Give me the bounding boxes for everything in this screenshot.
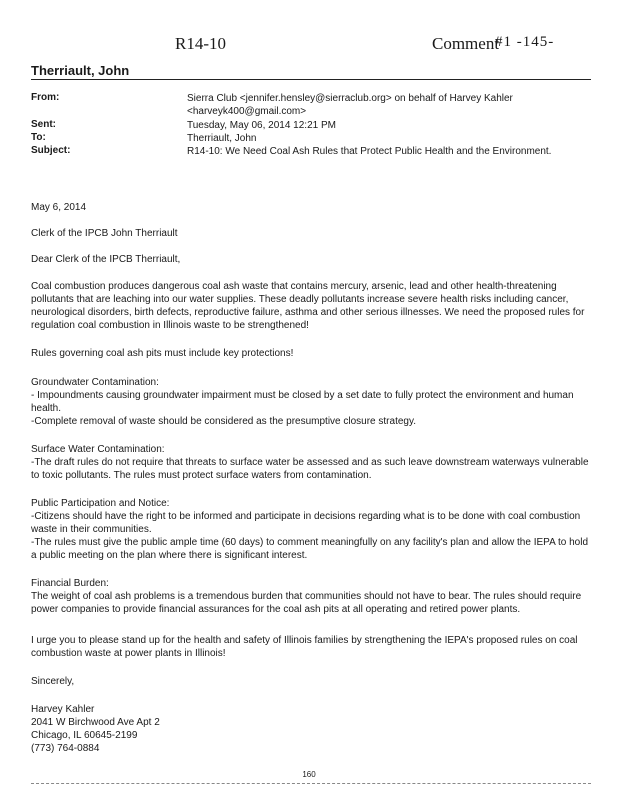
public-title: Public Participation and Notice: <box>31 498 170 509</box>
surface-title: Surface Water Contamination: <box>31 444 165 455</box>
signature-phone: (773) 764-0884 <box>31 743 100 754</box>
subject-label: Subject: <box>31 145 71 156</box>
groundwater-item-2: -Complete removal of waste should be considered as the presumptive closure strategy. <box>31 416 417 427</box>
groundwater-item-1: - Impoundments causing groundwater impairment must be closed by a set date to fully protect the environment and human health. <box>31 390 574 414</box>
from-value: Sierra Club <jennifer.hensley@sierraclub.org> on behalf of Harvey Kahler <harveyk400@gmail.com> <box>187 93 513 117</box>
comment-label: Comment <box>432 34 500 53</box>
to-value: Therriault, John <box>187 133 257 144</box>
scan-artifact-line <box>31 783 591 784</box>
protections-line: Rules governing coal ash pits must include key protections! <box>31 348 294 359</box>
signature-address-1: 2041 W Birchwood Ave Apt 2 <box>31 717 160 728</box>
recipient-name: Therriault, John <box>31 63 130 78</box>
letter-addressee: Clerk of the IPCB John Therriault <box>31 228 178 239</box>
header-rule <box>31 79 591 80</box>
public-item-1: -Citizens should have the right to be informed and participate in decisions regarding what is to be done with coal combustion waste in their communities. <box>31 511 581 535</box>
surface-item-1: -The draft rules do not require that threats to surface water be assessed and as such leave downstream waterways vulnerable to toxic pollutants. The rules must protect surface waters from contamination. <box>31 457 589 481</box>
docket-number: R14-10 <box>175 34 226 53</box>
financial-item-1: The weight of coal ash problems is a tremendous burden that communities should not have to bear. The rules should require power companies to provide financial assurances for the coal ash pits at all operating and retired power plants. <box>31 591 582 615</box>
closing-paragraph: I urge you to please stand up for the health and safety of Illinois families by strengthening the IEPA's proposed rules on coal combustion waste at power plants in Illinois! <box>31 635 578 659</box>
letter-date: May 6, 2014 <box>31 202 87 213</box>
signature-address-2: Chicago, IL 60645-2199 <box>31 730 138 741</box>
from-label: From: <box>31 92 60 103</box>
signature-name: Harvey Kahler <box>31 704 95 715</box>
financial-title: Financial Burden: <box>31 578 109 589</box>
subject-value: R14-10: We Need Coal Ash Rules that Protect Public Health and the Environment. <box>187 146 552 157</box>
sent-label: Sent: <box>31 119 56 130</box>
page-number: 160 <box>302 770 316 779</box>
intro-paragraph: Coal combustion produces dangerous coal ash waste that contains mercury, arsenic, lead and other health-threatening pollutants that are leaching into our water supplies. These deadly pollutants increase severe health risks including cancer, neurological disorders, birth defects, reproductive failure, asthma and other serious illnesses. We need the proposed rules for regulation coal combustion in Illinois waste to be strengthened! <box>31 281 585 331</box>
letter-salutation: Dear Clerk of the IPCB Therriault, <box>31 254 181 265</box>
comment-number: #1 -145- <box>495 34 555 50</box>
sent-value: Tuesday, May 06, 2014 12:21 PM <box>187 120 336 131</box>
to-label: To: <box>31 132 46 143</box>
signoff: Sincerely, <box>31 676 75 687</box>
groundwater-title: Groundwater Contamination: <box>31 377 159 388</box>
public-item-2: -The rules must give the public ample time (60 days) to comment meaningfully on any facility's plan and allow the IEPA to hold a public meeting on the plan where there is significant interest. <box>31 537 589 561</box>
